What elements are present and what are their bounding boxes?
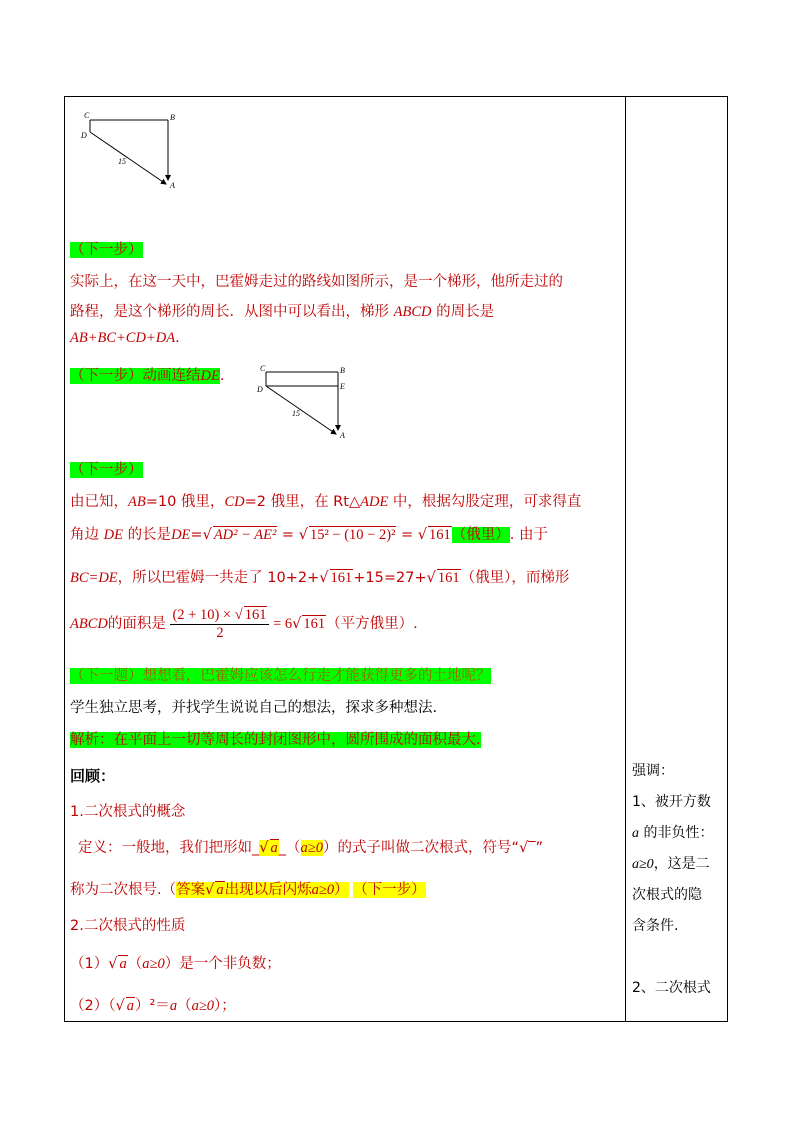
step-next-1: （下一步）: [70, 242, 143, 258]
label-d2: D: [257, 385, 263, 394]
diagram-route-1: [78, 108, 188, 193]
label-e2: E: [340, 382, 345, 391]
student-think: 学生独立思考，并找学生说说自己的想法，探求多种想法.: [70, 700, 438, 716]
side-line5: 次根式的隐: [632, 887, 702, 903]
para3-line2: 角边 DE 的长是DE=√ AD² − AE² = √ 15² − (10 − 2)² = √ 161（俄里）. 由于: [70, 527, 549, 543]
property-1: （1）√ a（a≥0）是一个非负数；: [70, 956, 281, 972]
column-divider: [625, 96, 626, 1022]
label-a: A: [170, 181, 175, 190]
label-15: 15: [118, 157, 126, 166]
side-line2: 1、被开方数: [632, 794, 711, 810]
label-b2: B: [340, 366, 345, 375]
para1-line2: 路程，是这个梯形的周长．从图中可以看出，梯形 ABCD 的周长是: [70, 304, 495, 320]
para3-line3: BC=DE，所以巴霍姆一共走了 10+2+√ 161+15=27+√ 161（俄里），而梯形: [70, 570, 570, 586]
side-line3: a 的非负性：: [632, 825, 714, 841]
step-next-3: （下一步）: [70, 462, 143, 478]
label-a2: A: [340, 431, 345, 440]
definition-line1: 定义：一般地，我们把形如_√ a_（a≥0）的式子叫做二次根式，符号“√‾”: [78, 840, 543, 856]
review-heading: 回顾：: [70, 767, 116, 785]
concept-title: 1.二次根式的概念: [70, 804, 186, 820]
property-2: （2）（√ a）²＝a（a≥0）；: [70, 998, 236, 1014]
label-d: D: [81, 131, 87, 140]
side-emphasis: 强调：: [632, 763, 674, 779]
diagram-route-2: [254, 360, 364, 445]
label-c: C: [84, 111, 90, 120]
area-fraction: $\frac{(2 + 10) \times √ 161}{2}$: [170, 606, 269, 642]
step-next-2: （下一步）动画连结DE.: [70, 368, 225, 384]
label-b: B: [170, 113, 175, 122]
side-line6: 含条件.: [632, 918, 679, 934]
side-line7: 2、二次根式: [632, 980, 711, 996]
side-line4: a≥0，这是二: [632, 856, 710, 872]
para3-line4: ABCD的面积是 $\frac{(2 + 10) \times √ 161}{2}$ = 6√ 161（平方俄里）.: [70, 607, 418, 641]
analysis: 解析：在平面上一切等周长的封闭图形中，圆所围成的面积最大.: [70, 732, 481, 748]
next-question: （下一题）想想看，巴霍姆应该怎么行走才能获得更多的土地呢？: [70, 668, 491, 684]
property-title: 2.二次根式的性质: [70, 918, 186, 934]
para1-line1: 实际上，在这一天中，巴霍姆走过的路线如图所示，是一个梯形，他所走过的: [70, 274, 563, 290]
side-notes: [632, 756, 724, 1004]
label-c2: C: [260, 364, 266, 373]
definition-line2: 称为二次根号.（答案√ a出现以后闪烁a≥0） （下一步）: [70, 882, 426, 898]
para3-line1: 由已知，AB=10 俄里，CD=2 俄里，在 Rt△ADE 中，根据勾股定理，可求得直: [70, 494, 582, 510]
label-15b: 15: [292, 409, 300, 418]
para1-line3: AB+BC+CD+DA.: [70, 330, 180, 346]
